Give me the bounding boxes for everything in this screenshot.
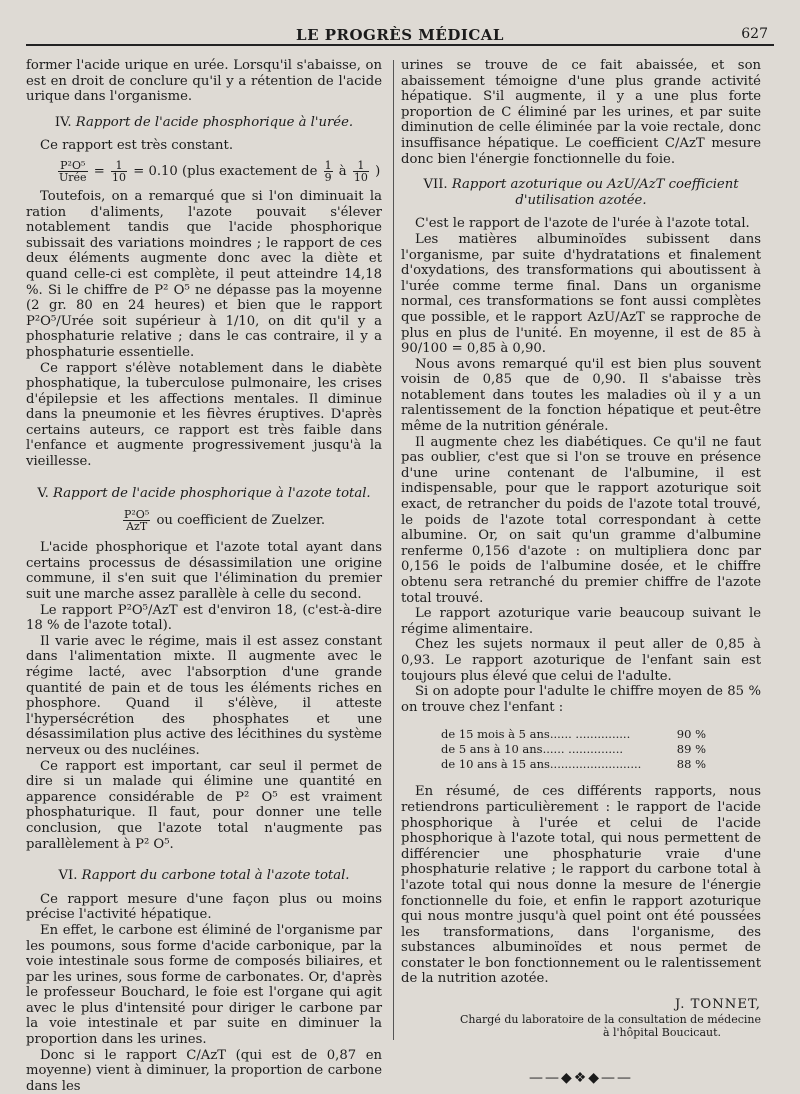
- paragraph: Le rapport P²O⁵/AzT est d'environ 18, (c'est-à-dire 18 % de l'azote total).: [26, 602, 382, 634]
- paragraph: Si on adopte pour l'adulte le chiffre moyen de 85 % on trouve chez l'enfant :: [401, 684, 761, 715]
- paragraph: En effet, le carbone est éliminé de l'organisme par les poumons, sous forme d'acide carbonique, par la voie intestinale sous forme de composés biliaires, et par les urines, sous forme de carbonates. Or, d'après le professeur Bouchard, le foie est l'organe qui agit avec le plus d'intensité pour diriger le carbone par la voie intestinale et par suite en diminuer la proportion dans les urines.: [26, 922, 382, 1048]
- age-table: [441, 727, 761, 772]
- paragraph: Ce rapport est très constant.: [40, 138, 234, 154]
- paragraph: Ce rapport s'élève notablement dans le diabète phosphatique, la tuberculose pulmonaire, les crises d'épilepsie et les affections mentales. Il diminue dans la pneumonie et les fièvres éruptives. D'après certains auteurs, ce rapport est très faible dans l'enfance et augmente progressivement jusqu'à la vieillesse.: [26, 360, 382, 470]
- left-column: [26, 58, 382, 1094]
- fraction: $\frac{\text{P²O⁵}}{\text{AzT}}$: [124, 508, 150, 534]
- page-header: [26, 24, 774, 46]
- paragraph: Le rapport azoturique varie beaucoup suivant le régime alimentaire.: [401, 606, 761, 637]
- author-affiliation: Chargé du laboratoire de la consultation de médecine: [459, 1012, 761, 1026]
- page-number: 627: [741, 26, 768, 42]
- section-heading-v: V. Rapport de l'acide phosphorique à l'azote total.: [37, 485, 371, 501]
- paragraph: C'est le rapport de l'azote de l'urée à l'azote total.: [415, 216, 750, 232]
- section-heading-vi: VI. Rapport du carbone total à l'azote total.: [58, 868, 350, 884]
- author-signature: J. TONNET,: [674, 997, 761, 1013]
- equation: $\frac{\text{P²O⁵}}{\text{AzT}}$ ou coefficient de Zuelzer.: [124, 508, 326, 534]
- fraction: $\frac{1}{10}$: [353, 158, 368, 184]
- table-row: de 5 ans à 10 ans...... ............... 89 %: [441, 742, 706, 757]
- paragraph: L'acide phosphorique et l'azote total ayant dans certains processus de désassimilation une origine commune, il s'en suit que l'élimination du premier suit une marche assez parallèle à celle du second.: [26, 540, 382, 603]
- header-rule: [26, 44, 774, 46]
- table-row: de 10 ans à 15 ans......................... 88 %: [441, 757, 706, 772]
- paragraph: Nous avons remarqué qu'il est bien plus souvent voisin de 0,85 que de 0,90. Il s'abaisse très notablement dans toutes les maladies où il y a un ralentissement de la fonction hépatique et peut-être même de la nutrition générale.: [401, 356, 761, 435]
- author-affiliation: à l'hôpital Boucicaut.: [602, 1025, 721, 1039]
- paragraph: former l'acide urique en urée. Lorsqu'il s'abaisse, on est en droit de conclure qu'il y a rétention de l'acide urique dans l'organisme.: [26, 58, 382, 105]
- equation: $\frac{\text{P²O⁵}}{\text{Urée}}$ = $\frac{1}{10}$ = 0.10 (plus exactement de $\frac{1}{9}$ à $\frac{1}{10}$ ): [59, 158, 381, 184]
- table-row: de 15 mois à 5 ans...... ............... 90 %: [441, 727, 706, 742]
- paragraph: Chez les sujets normaux il peut aller de 0,85 à 0,93. Le rapport azoturique de l'enfant sain est toujours plus élevé que celui de l'adulte.: [401, 637, 761, 684]
- section-heading-vii: VII. Rapport azoturique ou AzU/AzT coefficient d'utilisation azotée.: [423, 177, 739, 208]
- paragraph: Donc si le rapport C/AzT (qui est de 0,87 en moyenne) vient à diminuer, la proportion de carbone dans les: [26, 1047, 382, 1094]
- section-heading-iv: IV. Rapport de l'acide phosphorique à l'urée.: [54, 114, 354, 130]
- paragraph: Toutefois, on a remarqué que si l'on diminuait la ration d'aliments, l'azote pouvait s'élever notablement tandis que l'acide phosphorique subissait des variations moindres ; le rapport de ces deux éléments augmente donc avec la diète et quand celle-ci est complète, il peut atteindre 14,18 %. Si le chiffre de P² O⁵ ne dépasse pas la moyenne (2 gr. 80 en 24 heures) et bien que le rapport P²O⁵/Urée soit supérieur à 1/10, on dit qu'il y a phosphaturie relative ; dans le cas contraire, il y a phosphaturie essentielle.: [26, 188, 382, 360]
- column-rule: [393, 60, 394, 1040]
- fraction: $\frac{1}{9}$: [324, 158, 332, 184]
- paragraph: Ce rapport est important, car seul il permet de dire si un malade qui élimine une quantité en apparence considérable de P² O⁵ est vraiment phosphaturique. Il faut, pour donner une telle conclusion, que l'azote total n'augmente pas parallèlement à P² O⁵.: [26, 758, 382, 852]
- paragraph: Ce rapport mesure d'une façon plus ou moins précise l'activité hépatique.: [26, 891, 382, 923]
- paragraph: Il varie avec le régime, mais il est assez constant dans l'alimentation mixte. Il augmente avec le régime lacté, avec l'absorption d'une grande quantité de pain et de tous les éléments riches en phosphore. Quand il s'élève, il atteste l'hypersécrétion des phosphates et une désassimilation plus active des lécithines du système nerveux ou des nucléines.: [26, 633, 382, 758]
- paragraph: Les matières albuminoïdes subissent dans l'organisme, par suite d'hydratations et finalement d'oxydations, des transformations qui aboutissent à l'urée comme terme final. Dans un organisme normal, ces transformations se font aussi complètes que possible, et le rapport AzU/AzT se rapproche de plus en plus de l'unité. En moyenne, il est de 85 à 90/100 = 0,85 à 0,90.: [401, 231, 761, 357]
- fraction: $\frac{1}{10}$: [112, 158, 126, 184]
- fraction: $\frac{\text{P²O⁵}}{\text{Urée}}$: [59, 158, 87, 184]
- paragraph: En résumé, de ces différents rapports, nous retiendrons particulièrement : le rapport de l'acide phosphorique à l'urée et celui de l'acide phosphorique à l'azote total, qui nous permettent de différencier une phosphaturie vraie d'une phosphaturie relative ; le rapport du carbone total à l'azote total qui nous donne la mesure de l'énergie fonctionnelle du foie, et enfin le rapport azoturique qui nous montre jusqu'à quel point ont été poussées les transformations, dans l'organisme, des substances albuminoïdes et nous permet de constater le bon fonctionnement ou le ralentissement de la nutrition azotée.: [401, 784, 761, 987]
- ornament: ——◆❖◆——: [528, 1069, 634, 1086]
- journal-title: LE PROGRÈS MÉDICAL: [296, 26, 504, 44]
- right-column: [401, 58, 761, 1086]
- paragraph: Il augmente chez les diabétiques. Ce qu'il ne faut pas oublier, c'est que si l'on se trouve en présence d'une urine contenant de l'albumine, il est indispensable, pour que le rapport azoturique soit exact, de retrancher du poids de l'azote total trouvé, le poids de l'azote total correspondant à cette albumine. Or, on sait qu'un gramme d'albumine renferme 0,156 d'azote : on multipliera donc par 0,156 le poids de l'albumine dosée, et le chiffre obtenu sera retranché du premier chiffre de l'azote total trouvé.: [401, 434, 761, 606]
- paragraph: urines se trouve de ce fait abaissée, et son abaissement témoigne d'une plus grande activité hépatique. S'il augmente, il y a une plus forte proportion de C éliminé par les urines, et par suite diminution de celle éliminée par la voie rectale, donc insuffisance hépatique. Le coefficient C/AzT mesure donc bien l'énergie fonctionnelle du foie.: [401, 58, 761, 167]
